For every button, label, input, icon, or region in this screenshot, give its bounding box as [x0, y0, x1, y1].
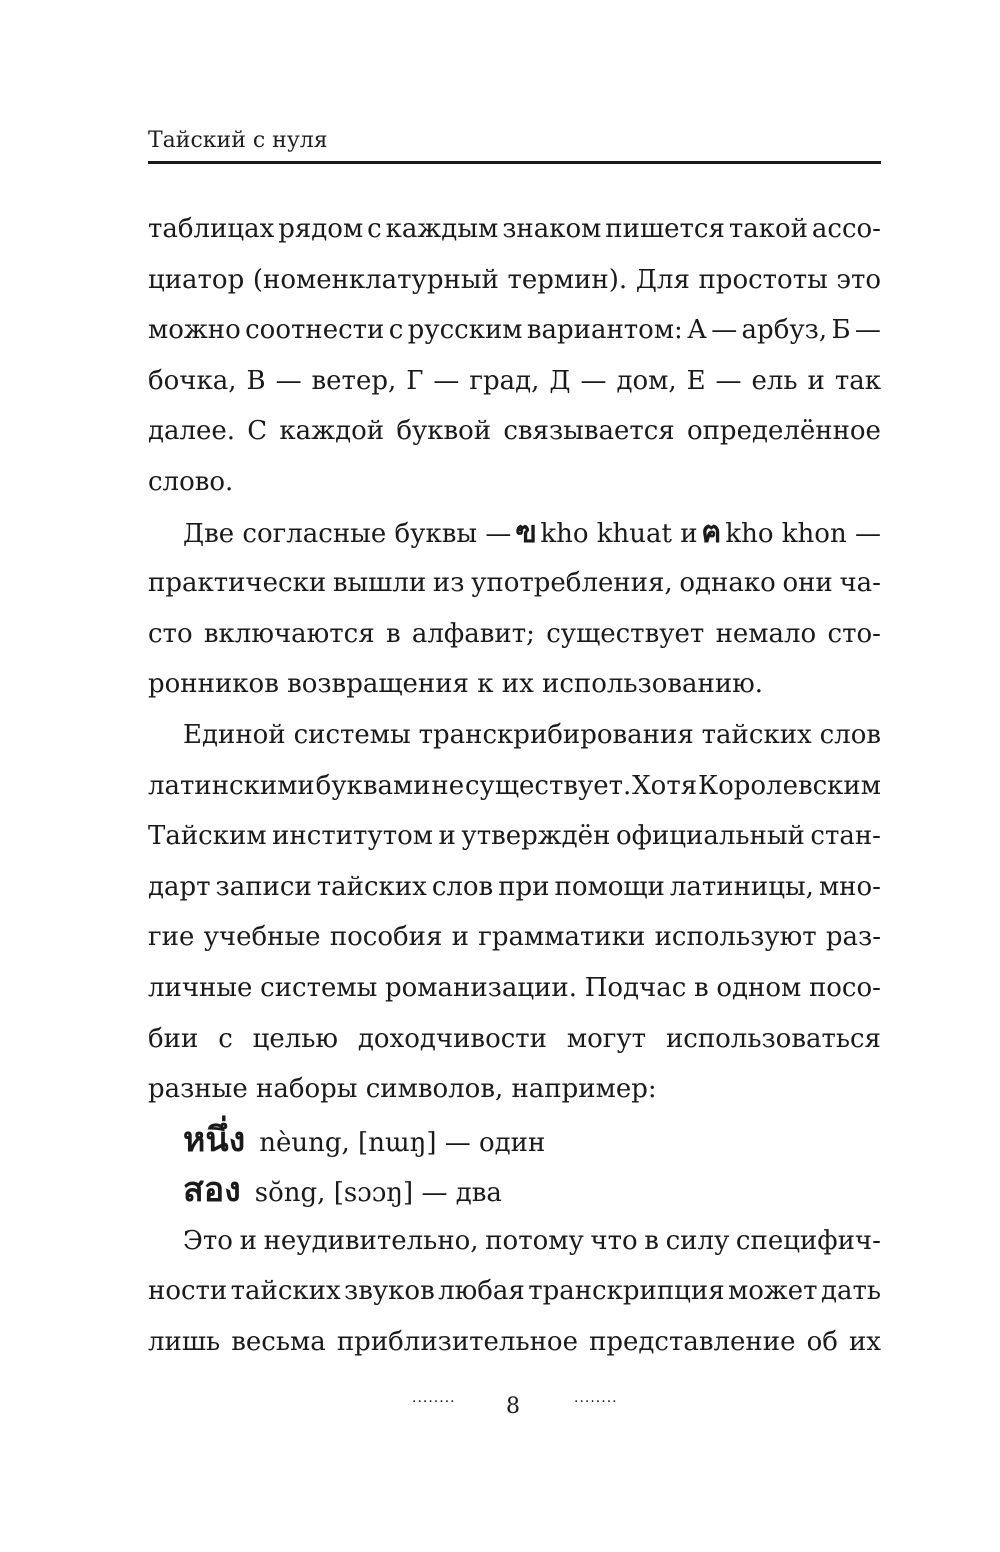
word: с	[218, 1023, 233, 1054]
text-line: ронников возвращения к их использованию.	[148, 669, 764, 700]
word: при	[498, 871, 550, 902]
page-footer	[0, 1392, 1000, 1428]
word: В	[246, 365, 266, 396]
word: с	[388, 315, 404, 346]
word: ча-	[839, 568, 881, 599]
word: термин).	[507, 264, 628, 295]
word: любая	[438, 1276, 525, 1307]
word: сто-	[827, 618, 881, 649]
word: это	[836, 264, 881, 295]
footer-dots-left: ········	[412, 1394, 456, 1410]
word: из	[432, 568, 465, 599]
thai-letter-kho-khuat: ฃ	[515, 514, 537, 550]
word: Г	[406, 365, 424, 396]
word: Единой	[183, 719, 286, 750]
word: Е	[686, 365, 706, 396]
word: может	[727, 1276, 818, 1307]
word: бочка,	[148, 365, 237, 396]
word: А	[687, 315, 707, 346]
text-line	[148, 255, 881, 306]
word: лишь	[148, 1327, 221, 1358]
text-line	[148, 710, 881, 761]
word: связывается	[503, 416, 675, 447]
word: существует	[546, 618, 705, 649]
word: использоваться	[665, 1023, 881, 1054]
word: тайских	[230, 1276, 341, 1307]
word: весьма	[231, 1327, 326, 1358]
word: утверждён	[461, 821, 611, 852]
word: раз-	[825, 922, 881, 953]
running-header: Тайский с нуля	[148, 128, 328, 153]
word: циатор	[148, 264, 245, 295]
word: вариантом:	[526, 315, 683, 346]
word: —	[275, 365, 302, 396]
text-line	[148, 1317, 881, 1368]
word: институтом	[272, 821, 433, 852]
word: их	[848, 1327, 881, 1358]
word: не	[431, 770, 465, 801]
word: Подчас	[584, 972, 687, 1003]
word: они	[782, 568, 833, 599]
word: каждой	[279, 416, 385, 447]
word: —	[854, 315, 881, 346]
word: буквами	[315, 770, 431, 801]
text-line	[148, 1266, 881, 1317]
word: Б	[831, 315, 851, 346]
text-line	[148, 305, 881, 356]
word: помощи	[554, 871, 665, 902]
word: (номенклатурный	[252, 264, 499, 295]
word: пишется	[605, 214, 725, 244]
word: немало	[715, 618, 817, 649]
word: слов	[819, 719, 881, 750]
word: с	[367, 214, 382, 244]
word: знаком	[502, 214, 602, 244]
word: силу	[665, 1225, 730, 1256]
word: представление	[589, 1327, 796, 1358]
word: посо-	[808, 972, 881, 1003]
word: употребления,	[471, 568, 673, 599]
word: и	[807, 365, 825, 396]
word: бии	[148, 1023, 199, 1054]
word: вышли	[332, 568, 427, 599]
word: такой	[728, 214, 808, 244]
word: в	[644, 1225, 659, 1256]
text-line	[148, 406, 881, 457]
example-line	[148, 1165, 881, 1216]
word: могут	[566, 1023, 647, 1054]
word: об	[806, 1327, 838, 1358]
word: в	[694, 972, 709, 1003]
word: романизации.	[385, 972, 578, 1003]
word: —	[715, 365, 742, 396]
text-line	[148, 811, 881, 862]
word: Тайским	[148, 821, 267, 852]
word: С	[247, 416, 268, 447]
word: учебные	[203, 922, 321, 953]
word: практически	[148, 568, 327, 599]
example-transcription: nèung, [nɯŋ] — один	[259, 1127, 546, 1158]
word: дарт	[148, 871, 211, 902]
word: каждым	[385, 214, 499, 244]
word: Д	[549, 365, 571, 396]
word: Королевским	[697, 770, 881, 801]
word: ветер,	[311, 365, 397, 396]
word: доходчивости	[357, 1023, 547, 1054]
word: транскрипция	[528, 1276, 725, 1307]
word: Это	[183, 1225, 233, 1256]
word: стан-	[810, 821, 881, 852]
word: латинскими	[148, 770, 315, 801]
word: и	[438, 821, 456, 852]
thai-word: สอง	[183, 1170, 241, 1211]
word: неудивительно,	[263, 1225, 479, 1256]
word: однако	[679, 568, 776, 599]
word: и	[451, 922, 470, 953]
word: слов	[431, 871, 494, 902]
page-number: 8	[506, 1394, 520, 1419]
text-line	[148, 1216, 881, 1267]
word: звуков	[344, 1276, 435, 1307]
footer-dots-right: ········	[574, 1394, 618, 1410]
word: можно	[148, 315, 241, 346]
word: определённое	[686, 416, 881, 447]
word: и	[239, 1225, 257, 1256]
word: гие	[148, 922, 195, 953]
word: —	[580, 365, 607, 396]
word: тайских	[701, 719, 812, 750]
word: транскрибирования	[418, 719, 694, 750]
word: град,	[469, 365, 540, 396]
word: включаются	[203, 618, 375, 649]
text-line	[148, 558, 881, 609]
word: ассо-	[811, 214, 881, 244]
word: сто	[148, 618, 193, 649]
word: дом,	[616, 365, 677, 396]
word: русским	[407, 315, 523, 346]
word: целью	[252, 1023, 339, 1054]
word: потому	[485, 1225, 584, 1256]
word: таблицах	[148, 214, 275, 244]
word: в	[385, 618, 401, 649]
word: личные	[148, 972, 253, 1003]
word: арбуз,	[741, 315, 828, 346]
word: латиницы,	[669, 871, 814, 902]
text-line	[148, 609, 881, 660]
text-fragment: kho khon —	[725, 518, 881, 549]
thai-word: หนึ่ง	[183, 1119, 246, 1160]
word: системы	[293, 719, 411, 750]
word: простоты	[698, 264, 828, 295]
word: мно-	[818, 871, 881, 902]
example-line	[148, 1115, 881, 1166]
thai-letter-kho-khon: ฅ	[701, 514, 722, 550]
word: что	[590, 1225, 638, 1256]
word: системы	[260, 972, 378, 1003]
word: существует.	[464, 770, 632, 801]
text-fragment: Две согласные буквы —	[183, 518, 512, 549]
word: буквой	[396, 416, 492, 447]
word: так	[834, 365, 881, 396]
word: рядом	[278, 214, 364, 244]
word: приблизительное	[336, 1327, 578, 1358]
word: дать	[820, 1276, 881, 1307]
word: пособия	[329, 922, 443, 953]
word: одном	[716, 972, 802, 1003]
word: официальный	[615, 821, 805, 852]
word: —	[711, 315, 738, 346]
word: тайских	[316, 871, 427, 902]
word: специфич-	[735, 1225, 881, 1256]
body-text	[148, 204, 881, 1368]
text-line: слово.	[148, 466, 234, 497]
word: используют	[654, 922, 817, 953]
word: алфавит;	[411, 618, 535, 649]
word: Для	[635, 264, 690, 295]
text-line	[148, 761, 881, 812]
word: Хотя	[632, 770, 698, 801]
word: ель	[751, 365, 798, 396]
text-line	[148, 963, 881, 1014]
text-line	[148, 862, 881, 913]
word: грамматики	[478, 922, 646, 953]
example-transcription: sŏng, [sɔɔŋ] — два	[254, 1178, 502, 1209]
text-line	[148, 1014, 881, 1065]
text-line	[148, 356, 881, 407]
word: записи	[215, 871, 312, 902]
text-line-thai-letters	[148, 508, 881, 559]
word: далее.	[148, 416, 236, 447]
text-line: разные наборы символов, например:	[148, 1074, 657, 1105]
text-fragment: kho khuat и	[540, 518, 698, 549]
text-line	[148, 912, 881, 963]
word: ности	[148, 1276, 228, 1307]
word: соотнести	[245, 315, 385, 346]
text-line	[148, 204, 881, 255]
word: —	[433, 365, 460, 396]
header-rule	[148, 161, 881, 164]
